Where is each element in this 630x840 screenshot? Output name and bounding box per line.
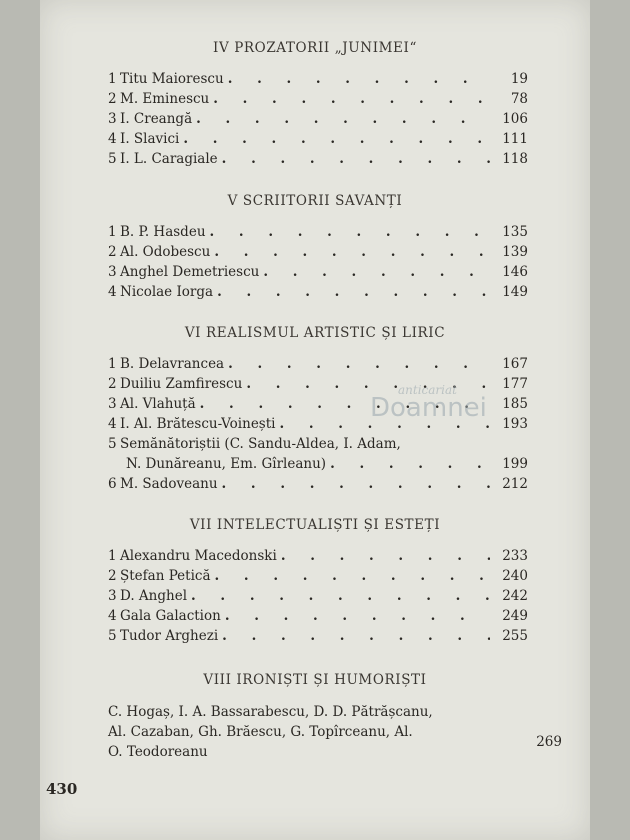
toc-paragraph-line: Al. Cazaban, Gh. Brăescu, G. Topîrceanu, Al. — [108, 724, 413, 740]
toc-entry: 1 Titu Maiorescu . . . 19 — [108, 70, 528, 88]
toc-entry: 1 B. P. Hasdeu . . . 135 — [108, 223, 528, 241]
toc-entry: 3 I. Creangă . . . 106 — [108, 110, 528, 128]
toc-entry: 2 Duiliu Zamfirescu . . . 177 — [108, 375, 528, 393]
page-folio: 430 — [46, 780, 78, 798]
toc-entry: 4 Gala Galaction . . . 249 — [108, 607, 528, 625]
book-page — [40, 0, 590, 840]
toc-entry: 3 Anghel Demetriescu . . . 146 — [108, 263, 528, 281]
toc-entry: 2 Al. Odobescu . . . 139 — [108, 243, 528, 261]
section-heading: VII INTELECTUALIȘTI ȘI ESTEȚI — [189, 517, 441, 533]
toc-paragraph-line: O. Teodoreanu — [108, 744, 208, 760]
toc-entry: 3 D. Anghel . . . 242 — [108, 587, 528, 605]
toc-entry: 4 I. Al. Brătescu-Voinești . . . 193 — [108, 415, 528, 433]
watermark-logo: anticariat Doamnei — [370, 383, 487, 423]
section-heading: VIII IRONIȘTI ȘI HUMORIȘTI — [203, 672, 427, 688]
toc-paragraph-line: C. Hogaș, I. A. Bassarabescu, D. D. Pătrășcanu, — [108, 704, 433, 720]
toc-entry: 1 B. Delavrancea . . . 167 — [108, 355, 528, 373]
toc-entry: 5 I. L. Caragiale . . . 118 — [108, 150, 528, 168]
toc-entry: 3 Al. Vlahuță . . . 185 — [108, 395, 528, 413]
toc-entry: 4 Nicolae Iorga . . . 149 — [108, 283, 528, 301]
section-heading: VI REALISMUL ARTISTIC ȘI LIRIC — [184, 325, 446, 341]
section-heading: V SCRIITORII SAVANȚI — [227, 193, 403, 209]
toc-entry: 1 Alexandru Macedonski . . . 233 — [108, 547, 528, 565]
toc-entry-multiline: 5 Semănătoriștii (C. Sandu-Aldea, I. Adam, — [108, 436, 401, 452]
toc-page-number: 269 — [536, 734, 562, 750]
toc-entry-continuation: N. Dunăreanu, Em. Gîrleanu) . . . 199 — [126, 455, 528, 473]
toc-entry: 6 M. Sadoveanu . . . 212 — [108, 475, 528, 493]
toc-entry: 4 I. Slavici . . . 111 — [108, 130, 528, 148]
toc-entry: 2 Ștefan Petică . . . 240 — [108, 567, 528, 585]
section-heading: IV PROZATORII „JUNIMEI“ — [213, 40, 417, 56]
toc-entry: 5 Tudor Arghezi . . . 255 — [108, 627, 528, 645]
toc-entry: 2 M. Eminescu . . . 78 — [108, 90, 528, 108]
